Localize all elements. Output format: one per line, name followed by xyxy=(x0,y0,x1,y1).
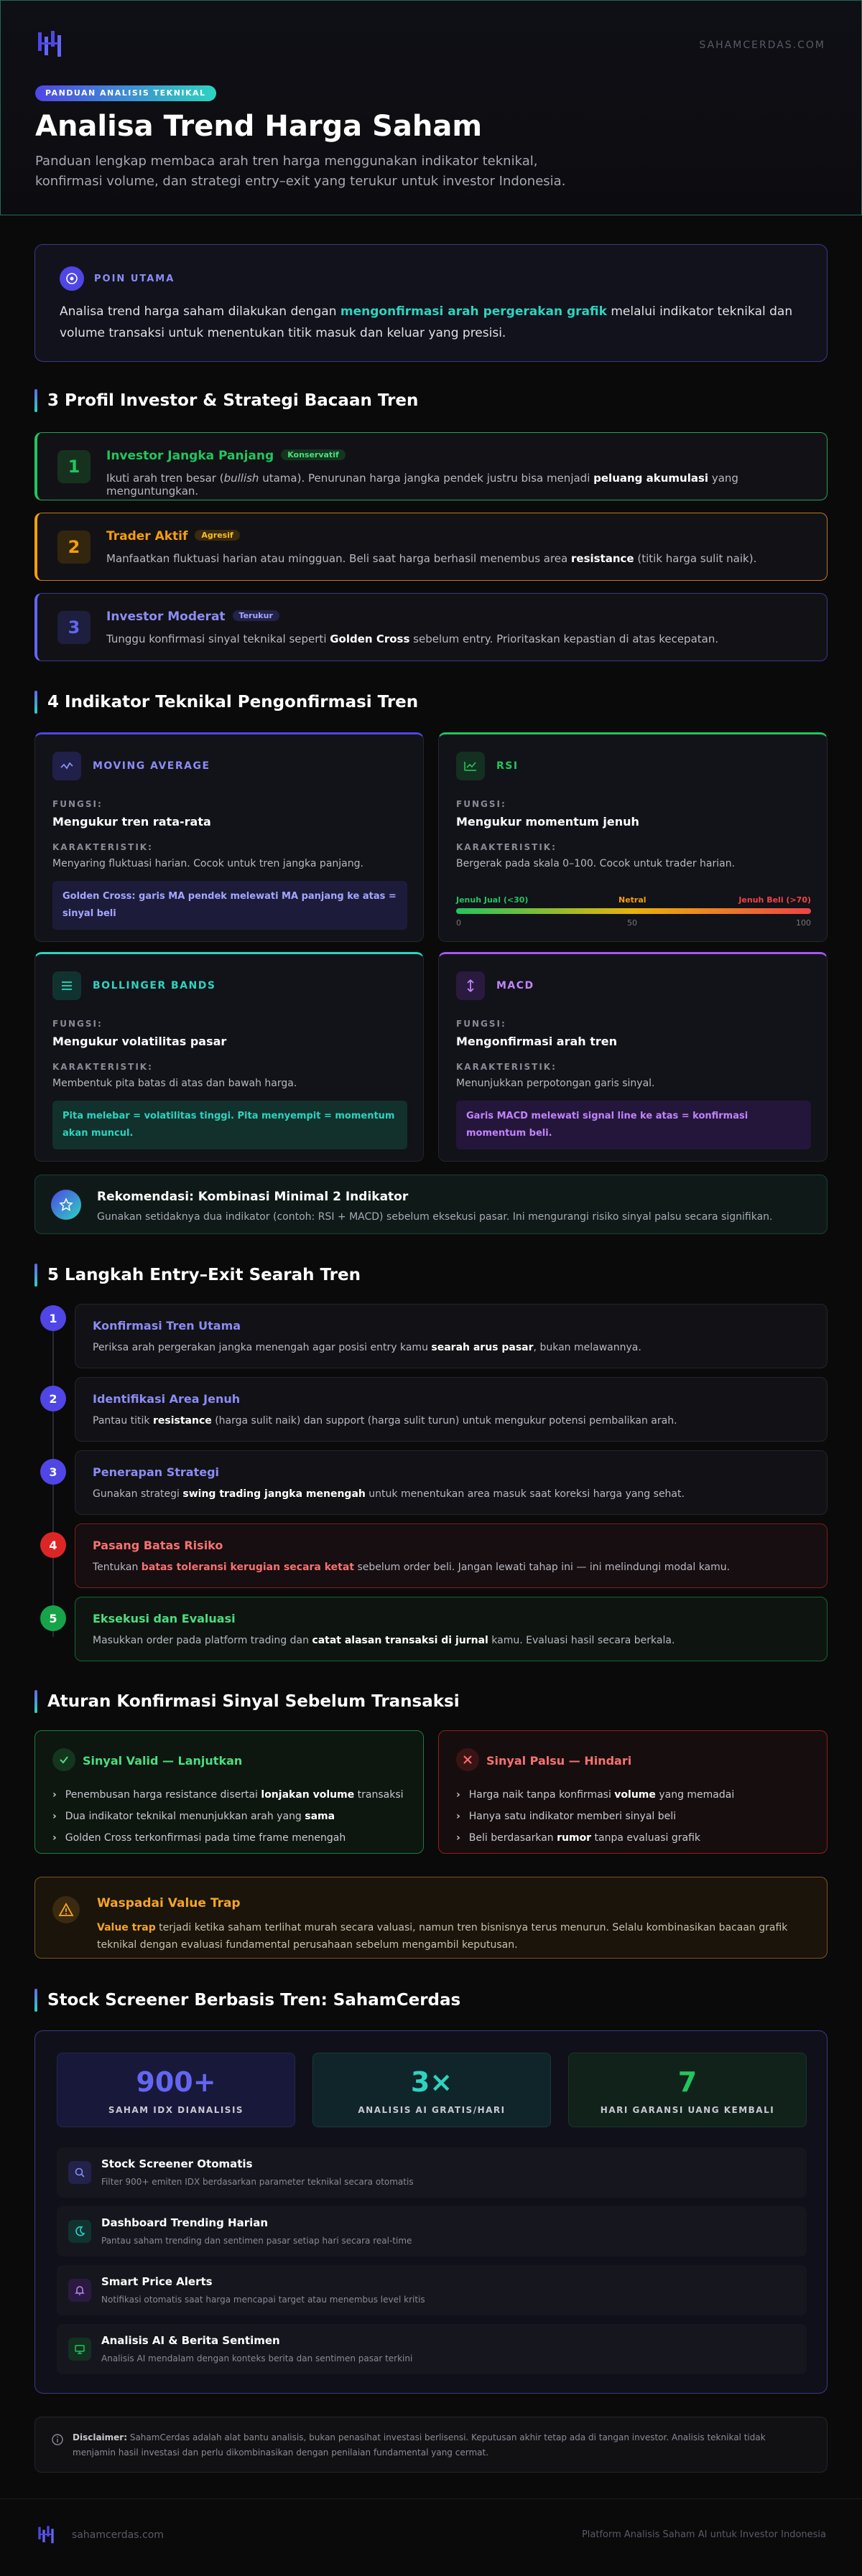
profile-card-moderate xyxy=(34,593,828,661)
feature-desc: Analisis AI mendalam dengan konteks berita dan sentimen pasar terkini xyxy=(101,2353,413,2363)
section-title-indicators: 4 Indikator Teknikal Pengonfirmasi Tren xyxy=(34,691,418,714)
step-title: Penerapan Strategi xyxy=(93,1465,220,1479)
step-number: 3 xyxy=(40,1459,66,1485)
screener-card xyxy=(34,2030,828,2394)
step-card xyxy=(75,1450,828,1515)
key-point-card xyxy=(34,244,828,362)
step-number: 5 xyxy=(40,1605,66,1631)
stat-guarantee xyxy=(568,2053,807,2127)
site-name: SAHAMCERDAS.COM xyxy=(699,39,825,51)
profile-number: 1 xyxy=(57,450,91,483)
stat-value: 900+ xyxy=(136,2066,216,2098)
step-title: Identifikasi Area Jenuh xyxy=(93,1392,241,1406)
indicator-note: Garis MACD melewati signal line ke atas = konfirmasi momentum beli. xyxy=(456,1101,811,1149)
valid-signal-card xyxy=(34,1730,424,1854)
step-card xyxy=(75,1304,828,1368)
info-icon xyxy=(60,266,84,291)
disclaimer-box xyxy=(34,2417,828,2473)
function-label: FUNGSI: xyxy=(456,799,506,809)
indicator-note: Golden Cross: garis MA pendek melewati MA panjang ke atas = sinyal beli xyxy=(52,881,407,930)
section-title-steps: 5 Langkah Entry–Exit Searah Tren xyxy=(34,1264,361,1287)
profile-title: Investor Moderat Terukur xyxy=(106,610,279,624)
step-desc: Masukkan order pada platform trading dan catat alasan transaksi di jurnal kamu. Evaluasi hasil secara berkala. xyxy=(93,1635,675,1646)
section-title-rules: Aturan Konfirmasi Sinyal Sebelum Transaksi xyxy=(34,1690,460,1713)
feature-item-dashboard xyxy=(57,2206,807,2257)
indicator-characteristic: Membentuk pita batas di atas dan bawah harga. xyxy=(52,1078,297,1089)
indicator-function: Mengukur volatilitas pasar xyxy=(52,1035,227,1048)
section-title-screener: Stock Screener Berbasis Tren: SahamCerdas xyxy=(34,1989,460,2012)
feature-desc: Notifikasi otomatis saat harga mencapai target atau menembus level kritis xyxy=(101,2295,425,2305)
list-item: › Dua indikator teknikal menunjukkan arah yang sama xyxy=(52,1806,404,1827)
indicator-card-moving-average xyxy=(34,732,424,942)
step-desc: Periksa arah pergerakan jangka menengah agar posisi entry kamu searah arus pasar, bukan melawannya. xyxy=(93,1342,641,1353)
footer-tagline: Platform Analisis Saham AI untuk Investor Indonesia xyxy=(581,2529,826,2540)
profile-number: 2 xyxy=(57,531,91,564)
bands-icon xyxy=(52,971,81,1000)
chart-icon xyxy=(456,752,485,780)
step-card-risk xyxy=(75,1523,828,1588)
step-desc: Pantau titik resistance (harga sulit naik) dan support (harga sulit turun) untuk mengukur potensi pembalikan arah. xyxy=(93,1415,677,1427)
profile-number: 3 xyxy=(57,611,91,644)
key-point-text: Analisa trend harga saham dilakukan dengan mengonfirmasi arah pergerakan grafik melalui indikator teknikal dan volume transaksi untuk menentukan titik masuk dan keluar yang presisi. xyxy=(60,304,793,340)
close-icon xyxy=(456,1748,479,1771)
feature-title: Smart Price Alerts xyxy=(101,2275,213,2288)
page-title: Analisa Trend Harga Saham xyxy=(35,110,483,143)
indicator-name: MOVING AVERAGE xyxy=(93,760,210,772)
feature-desc: Filter 900+ emiten IDX berdasarkan parameter teknikal secara otomatis xyxy=(101,2177,414,2187)
profile-title: Investor Jangka Panjang Konservatif xyxy=(106,449,346,463)
indicator-characteristic: Bergerak pada skala 0–100. Cocok untuk trader harian. xyxy=(456,858,736,869)
list-item: › Penembusan harga resistance disertai lonjakan volume transaksi xyxy=(52,1784,404,1806)
step-number: 4 xyxy=(40,1532,66,1558)
rsi-mid: 50 xyxy=(627,918,637,928)
fake-signal-list xyxy=(456,1784,734,1849)
disclaimer-text: Disclaimer: SahamCerdas adalah alat bantu analisis, bukan penasihat investasi berlisensi. Keputusan akhir tetap ada di tangan investor. Analisis teknikal tidak menjamin hasil investasi dan perlu dikombinasikan dengan penilaian fundamental yang cermat. xyxy=(73,2432,766,2458)
rsi-overbought-label: Jenuh Beli (>70) xyxy=(738,895,811,905)
rsi-neutral-label: Netral xyxy=(618,895,646,905)
bell-icon xyxy=(68,2279,91,2302)
indicator-card-macd xyxy=(438,952,828,1162)
feature-item-ai-news xyxy=(57,2324,807,2374)
footer-logo-icon xyxy=(37,2525,57,2545)
footer xyxy=(0,2498,862,2576)
feature-title: Analisis AI & Berita Sentimen xyxy=(101,2334,280,2347)
profile-desc: Tunggu konfirmasi sinyal teknikal seperti Golden Cross sebelum entry. Prioritaskan kepastian di atas kecepatan. xyxy=(106,633,719,645)
search-icon xyxy=(68,2161,91,2184)
rsi-oversold-label: Jenuh Jual (<30) xyxy=(456,895,529,905)
indicator-function: Mengukur momentum jenuh xyxy=(456,815,639,829)
list-item: › Beli berdasarkan rumor tanpa evaluasi grafik xyxy=(456,1827,734,1849)
indicator-characteristic: Menunjukkan perpotongan garis sinyal. xyxy=(456,1078,655,1089)
valid-signal-title: Sinyal Valid — Lanjutkan xyxy=(83,1754,243,1768)
page-lead: Panduan lengkap membaca arah tren harga menggunakan indikator teknikal, konfirmasi volume, dan strategi entry–exit yang terukur untuk investor Indonesia. xyxy=(35,154,566,189)
profile-desc: Manfaatkan fluktuasi harian atau mingguan. Beli saat harga berhasil menembus area resistance (titik harga sulit naik). xyxy=(106,552,757,565)
value-trap-warning xyxy=(34,1877,828,1959)
check-icon xyxy=(52,1748,75,1771)
value-trap-title: Waspadai Value Trap xyxy=(97,1896,241,1910)
function-label: FUNGSI: xyxy=(52,1019,103,1029)
list-item: › Harga naik tanpa konfirmasi volume yang memadai xyxy=(456,1784,734,1806)
indicator-name: RSI xyxy=(496,760,519,772)
warning-icon xyxy=(52,1896,80,1923)
characteristic-label: KARAKTERISTIK: xyxy=(52,1062,153,1072)
characteristic-label: KARAKTERISTIK: xyxy=(456,842,557,852)
step-title: Pasang Batas Risiko xyxy=(93,1539,223,1552)
step-desc: Gunakan strategi swing trading jangka menengah untuk menentukan area masuk saat koreksi harga yang sehat. xyxy=(93,1488,685,1500)
recommendation-text: Gunakan setidaknya dua indikator (contoh: RSI + MACD) sebelum eksekusi pasar. Ini mengurangi risiko sinyal palsu secara signifikan. xyxy=(97,1211,773,1223)
rsi-scale-bar xyxy=(456,908,811,914)
stat-value: 3× xyxy=(410,2066,453,2098)
profile-desc: Ikuti arah tren besar (bullish utama). Penurunan harga jangka pendek justru bisa menjadi peluang akumulasi yang menguntungkan. xyxy=(106,472,738,498)
stat-label: SAHAM IDX DIANALISIS xyxy=(108,2105,244,2115)
key-point-label: POIN UTAMA xyxy=(94,274,175,284)
list-item: › Golden Cross terkonfirmasi pada time frame menengah xyxy=(52,1827,404,1849)
list-item: › Hanya satu indikator memberi sinyal beli xyxy=(456,1806,734,1827)
profile-tag: Terukur xyxy=(233,610,279,621)
rsi-max: 100 xyxy=(796,918,811,928)
characteristic-label: KARAKTERISTIK: xyxy=(456,1062,557,1072)
feature-item-alerts xyxy=(57,2265,807,2315)
step-card xyxy=(75,1377,828,1442)
recommendation-title: Rekomendasi: Kombinasi Minimal 2 Indikator xyxy=(97,1190,409,1204)
monitor-icon xyxy=(68,2338,91,2361)
stat-ai xyxy=(312,2053,551,2127)
hero-header xyxy=(0,0,862,215)
stat-stocks xyxy=(57,2053,295,2127)
moon-icon xyxy=(68,2220,91,2243)
indicator-note: Pita melebar = volatilitas tinggi. Pita menyempit = momentum akan muncul. xyxy=(52,1101,407,1149)
function-label: FUNGSI: xyxy=(456,1019,506,1029)
feature-item-screener xyxy=(57,2147,807,2198)
profile-card-long-term xyxy=(34,432,828,500)
step-number: 2 xyxy=(40,1386,66,1411)
updown-arrows-icon xyxy=(456,971,485,1000)
profile-title: Trader Aktif Agresif xyxy=(106,529,240,543)
indicator-function: Mengukur tren rata-rata xyxy=(52,815,211,829)
fake-signal-title: Sinyal Palsu — Hindari xyxy=(486,1754,632,1768)
feature-desc: Pantau saham trending dan sentimen pasar setiap hari secara real-time xyxy=(101,2236,412,2246)
wave-icon xyxy=(52,752,81,780)
indicator-name: BOLLINGER BANDS xyxy=(93,980,216,991)
step-title: Konfirmasi Tren Utama xyxy=(93,1319,241,1333)
recommendation-card xyxy=(34,1175,828,1234)
indicator-name: MACD xyxy=(496,980,534,991)
info-circle-icon xyxy=(51,2433,64,2446)
feature-title: Stock Screener Otomatis xyxy=(101,2157,253,2170)
section-title-profiles: 3 Profil Investor & Strategi Bacaan Tren xyxy=(34,389,418,412)
step-card-execute xyxy=(75,1597,828,1661)
profile-tag: Konservatif xyxy=(281,449,346,460)
stat-label: ANALISIS AI GRATIS/HARI xyxy=(358,2105,506,2115)
step-desc: Tentukan batas toleransi kerugian secara ketat sebelum order beli. Jangan lewati tahap ini — ini melindungi modal kamu. xyxy=(93,1562,731,1573)
guide-badge: PANDUAN ANALISIS TEKNIKAL xyxy=(35,85,216,101)
step-title: Eksekusi dan Evaluasi xyxy=(93,1612,236,1625)
valid-signal-list xyxy=(52,1784,404,1849)
value-trap-text: Value trap terjadi ketika saham terlihat murah secara valuasi, namun tren bisnisnya terus menurun. Selalu kombinasikan bacaan grafik teknikal dengan evaluasi fundamental perusahaan sebelum mengambil keputusan. xyxy=(97,1922,788,1951)
stat-label: HARI GARANSI UANG KEMBALI xyxy=(600,2105,775,2115)
indicator-function: Mengonfirmasi arah tren xyxy=(456,1035,618,1048)
step-number: 1 xyxy=(40,1305,66,1331)
star-icon xyxy=(51,1190,81,1220)
profile-card-active-trader xyxy=(34,513,828,581)
fake-signal-card xyxy=(438,1730,828,1854)
logo-icon xyxy=(37,29,67,60)
footer-site-link[interactable]: sahamcerdas.com xyxy=(72,2529,164,2541)
function-label: FUNGSI: xyxy=(52,799,103,809)
profile-tag: Agresif xyxy=(195,530,239,541)
stat-value: 7 xyxy=(677,2066,698,2098)
indicator-card-bollinger xyxy=(34,952,424,1162)
indicator-characteristic: Menyaring fluktuasi harian. Cocok untuk tren jangka panjang. xyxy=(52,858,363,869)
rsi-min: 0 xyxy=(456,918,461,928)
feature-title: Dashboard Trending Harian xyxy=(101,2216,269,2229)
characteristic-label: KARAKTERISTIK: xyxy=(52,842,153,852)
indicator-card-rsi xyxy=(438,732,828,942)
